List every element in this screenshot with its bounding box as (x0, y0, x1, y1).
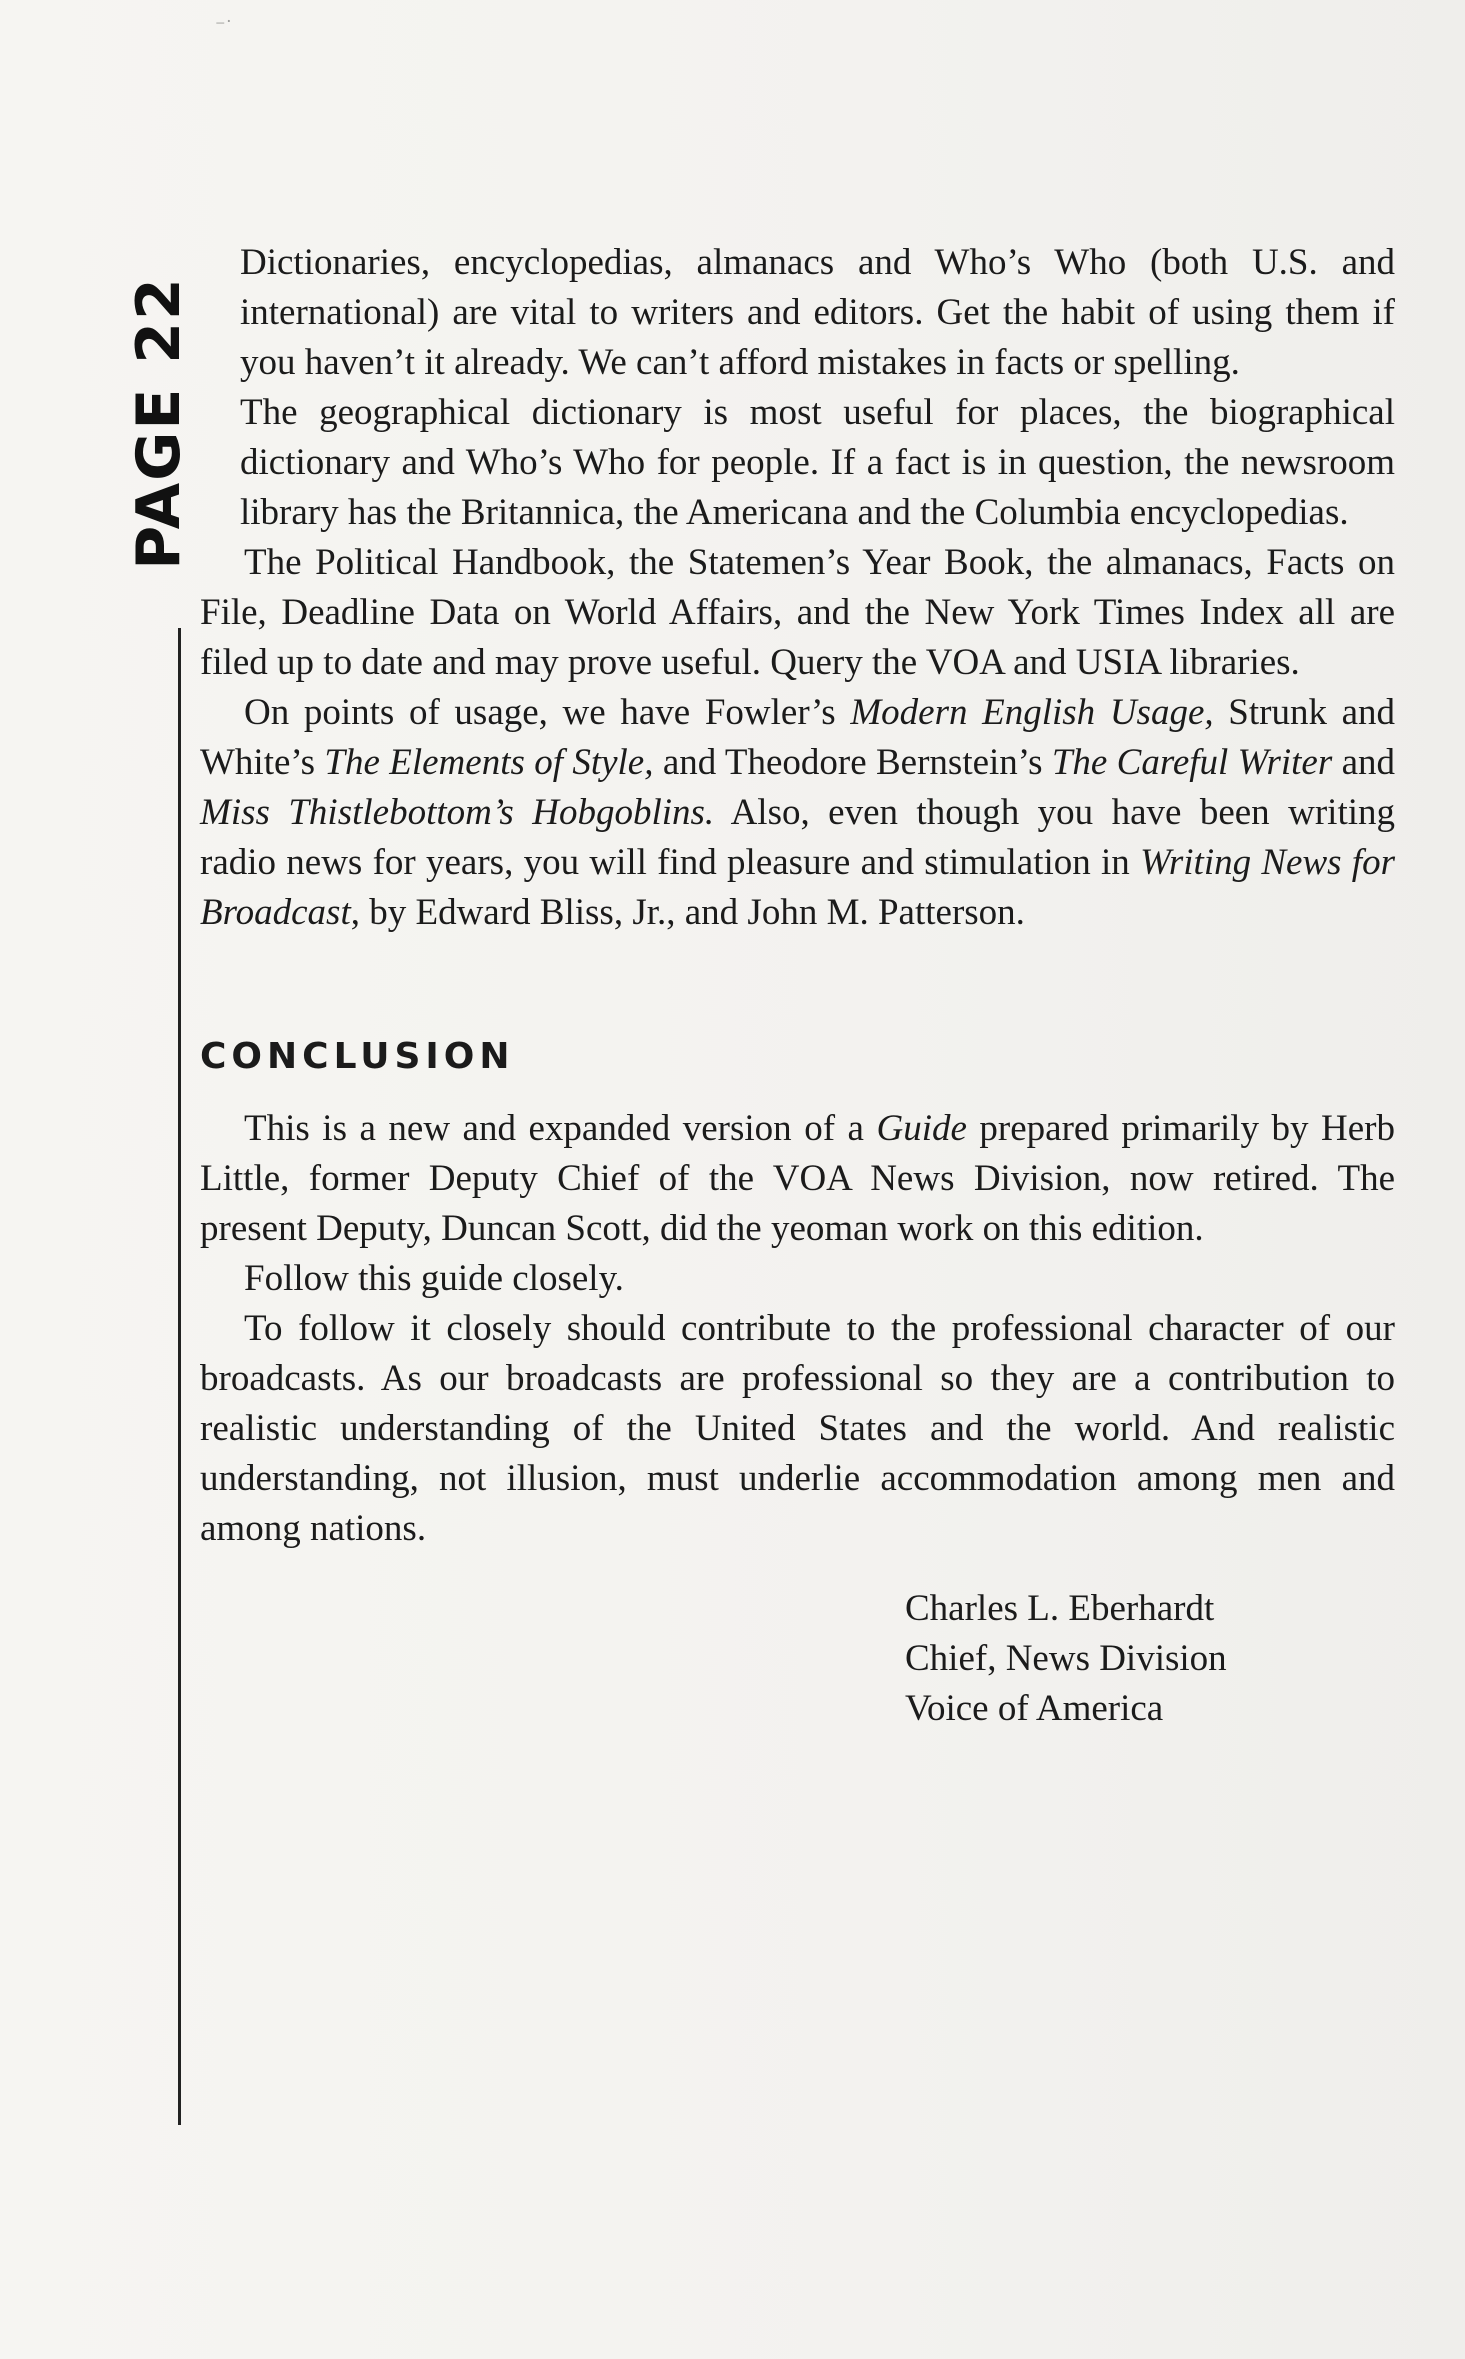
signature-name: Charles L. Eberhardt (905, 1588, 1215, 1629)
usage-title-strunk: The Elements of Style, (324, 742, 654, 783)
usage-text-4: and (1332, 742, 1395, 783)
conclusion-text-1: This is a new and expanded version of a (244, 1108, 877, 1149)
usage-title-fowler: Modern English Usage, (850, 692, 1214, 733)
usage-text-1: On points of usage, we have Fowler’s (244, 692, 851, 733)
paragraph-handbooks: The Political Handbook, the Statemen’s Year Book, the almanacs, Facts on File, Deadline Data on World Affairs, and the New York Times Index all are filed up to date and may prove useful. Query the VOA and USIA libraries. (200, 542, 1395, 683)
conclusion-heading: CONCLUSION (200, 1036, 515, 1077)
paragraph-conclusion-version (200, 1104, 1395, 1254)
page-number-text: PAGE 22 (124, 275, 194, 570)
usage-title-careful-writer: The Careful Writer (1051, 742, 1333, 783)
usage-title-hobgoblins: Miss Thistlebottom’s Hobgoblins. (200, 792, 715, 833)
margin-rule (178, 628, 181, 2125)
paragraph-professional-character: To follow it closely should contribute to the professional character of our broadcasts. As our broadcasts are professional so they are a contribution to realistic understanding of the United States and the world. And realistic understanding, not illusion, must underlie accommodation among men and among nations. (200, 1308, 1395, 1549)
paragraph-dictionaries: The geographical dictionary is most useful for places, the biographical dictionary and Who’s Who for people. If a fact is in question, the newsroom library has the Britannica, the Americana and the Columbia encyclopedias. (240, 392, 1395, 533)
usage-text-3: and Theodore Bernstein’s (653, 742, 1052, 783)
signature-org: Voice of America (905, 1688, 1164, 1729)
conclusion-title-guide: Guide (876, 1108, 967, 1149)
usage-text-6: , by Edward Bliss, Jr., and John M. Patterson. (350, 892, 1025, 933)
page-number-label (124, 245, 194, 600)
body-text (200, 238, 1395, 1734)
paragraph-follow-guide: Follow this guide closely. (244, 1258, 624, 1299)
usage-text-5: Also, even though you have been writing radio news for years, you will find pleasure and stimulation in (200, 792, 1396, 883)
signature-title: Chief, News Division (905, 1638, 1227, 1679)
paragraph-usage (200, 688, 1395, 938)
paragraph-reference-works: Dictionaries, encyclopedias, almanacs and Who’s Who (both U.S. and international) are vital to writers and editors. Get the habit of using them if you haven’t it already. We can’t afford mistakes in facts or spelling. (240, 242, 1395, 383)
stray-mark: ⁻˙ (215, 16, 233, 38)
usage-text-2: Strunk and White’s (200, 692, 1396, 783)
conclusion-text-2: prepared primarily by Herb Little, former Deputy Chief of the VOA News Division, now retired. The present Deputy, Duncan Scott, did the yeoman work on this edition. (200, 1108, 1395, 1249)
usage-title-writing-news: Writing News for Broadcast (200, 842, 1395, 933)
signature-block (905, 1584, 1395, 1734)
